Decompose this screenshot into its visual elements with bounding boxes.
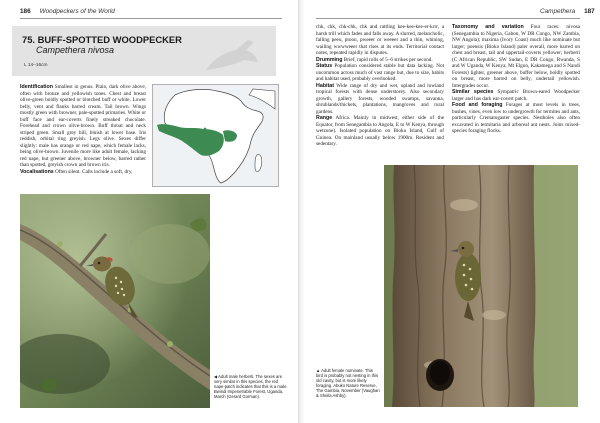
section-text: Wide range of dry and wet, upland and lowland tropical forests with dense understorey. Also secondary growth, gallery forests, wooded swamps, savanna, shrublands/thickets, plantations, mangroves and rural gardens. (316, 82, 444, 115)
section-range (316, 115, 444, 148)
left-head-rule (20, 18, 282, 19)
left-photo (20, 194, 210, 408)
species-number-title: 75. BUFF-SPOTTED WOODPECKER (22, 34, 182, 45)
section-vocalisations (20, 169, 146, 176)
left-page-number: 186 (20, 8, 31, 15)
section-text: Population considered stable but data lacking. Not uncommon across much of vast range but, due to size, habits and habitat used, probably overlooked. (316, 63, 445, 82)
section-heading: Identification (20, 84, 53, 90)
species-scientific-name: Campethera nivosa (36, 45, 115, 55)
range-map (152, 84, 279, 187)
left-photo-caption: ◀ Adult male herberti. The sexes are very similar in this species, the red nape-patch indicates that this is a male. Bwindi Impenetrable Forest, Uganda, March (Gerard Gorman). (214, 374, 288, 400)
section-heading: Vocalisations (20, 168, 54, 175)
section-heading: Similar species (452, 89, 494, 95)
right-photo-caption: ▲ Adult female nominate. This bird is probably not nesting in this old cavity, but is more likely foraging. Abuko Nature Reserve, The Gambia, November (Vaughan & Sheila Ashby). (316, 368, 380, 399)
section-text: chk, chk, chk-chk, chk and rattling kee-kee-kee-er-krrr, a harsh trill which fades and falls away. A slurred, melancholic, falling peeu, ptoou, pweeer or weeeer and a thin, whining, wailing wwwweeer that rises at its ends. Territorial contact notes, repeated rapidly in disputes. (316, 24, 444, 56)
section-heading: Taxonomy and variation (452, 24, 524, 30)
left-running-head (20, 8, 115, 15)
species-length: L 14–16cm (24, 63, 48, 68)
right-text-column-2 (452, 24, 580, 135)
section-text: Brief, rapid rolls of 5–6 strikes per second. (343, 56, 433, 63)
right-running-title: Campethera (540, 8, 576, 15)
section-heading: Drumming (316, 56, 343, 63)
section-text: Often silent. Calls include a soft, dry, (55, 168, 133, 175)
section-text: Sympatric Brown-eared Woodpecker larger and has dark ear-covert patch. (452, 89, 581, 102)
section-similar-species (452, 89, 580, 102)
woodpecker-on-branch-image (20, 194, 210, 408)
section-heading: Food and foraging (452, 102, 503, 108)
left-text-column (20, 84, 146, 175)
section-identification (20, 84, 146, 169)
section-text: Four races: nivosa (Senegambia to Nigeria, Gabon, W DR Congo, NW Zambia, NW Angola); maxima (Ivory Coast) much like nominate but larger; poensis (Bioko Island) paler overall, more barred on chest and breast, tail and uppertail-coverts yellower; herberti (C African Republic, SW Sudan, E DR Congo, Rwanda, S and W Uganda, W Kenya, Mt Elgon, Kakamega and S Nandi Forests) lighter, greener above, buffer below, boldly spotted on breast, more barred on belly, undertail yellowish. Intergrades occur. (452, 24, 580, 89)
woodpecker-on-trunk-image (384, 165, 578, 407)
section-heading: Status (316, 63, 333, 69)
africa-map-graphic (153, 85, 278, 186)
section-text: Africa. Mainly in midwest, either side of the Equator, from Senegambia to Angola, E to W Kenya, through wetzone). Isolated population on Bioko Island, Gulf of Guinea. On mainland usually below 1900m. Resident and sedentary. (316, 115, 445, 147)
section-heading: Range (316, 115, 333, 121)
woodpecker-silhouette-icon (196, 30, 266, 74)
section-food-foraging (452, 102, 580, 135)
section-status (316, 63, 444, 83)
right-head-rule (316, 18, 580, 19)
section-heading: Habitat (316, 82, 334, 89)
right-page-number: 187 (584, 8, 595, 15)
right-text-column-1 (316, 24, 444, 148)
right-running-head (540, 8, 595, 15)
section-text: Smallest in genus. Plain, dark olive above, often with bronze and yellowish tones. Chest and breast olive-green boldly spotted or blotched buff or white. Lower belly, vent and flanks barred cream. Tail brown. Wings mostly green with browner, pale-spotted primaries. White or buff face and ear-coverts finely streaked chocolate. Forehead and crown olive-brown. Buff throat and neck striped green. Small grey bill, bluish at lower base. Iris reddish, orbital ring greyish. Legs olive. Sexes differ slightly: male has orange or red nape, which female lacks, being olive-brown. Juvenile more like adult female, lacking red nape, but greener above, browner below, barred rather than spotted, greyish crown and brown iris. (20, 84, 147, 168)
right-photo (384, 165, 578, 407)
left-running-title: Woodpeckers of the World (39, 8, 115, 15)
section-vocal-continued (316, 24, 444, 57)
range-bioko (204, 128, 207, 131)
section-habitat (316, 83, 444, 116)
section-taxonomy (452, 24, 580, 89)
section-text: Forages at most levels in trees, bushes, vines, even low to undergrowth for termites and ants, particularly Crematogaster species. Nestholes also often excavated in termitaria and arboreal ant nests. Joins mixed-species foraging flocks. (452, 102, 580, 134)
